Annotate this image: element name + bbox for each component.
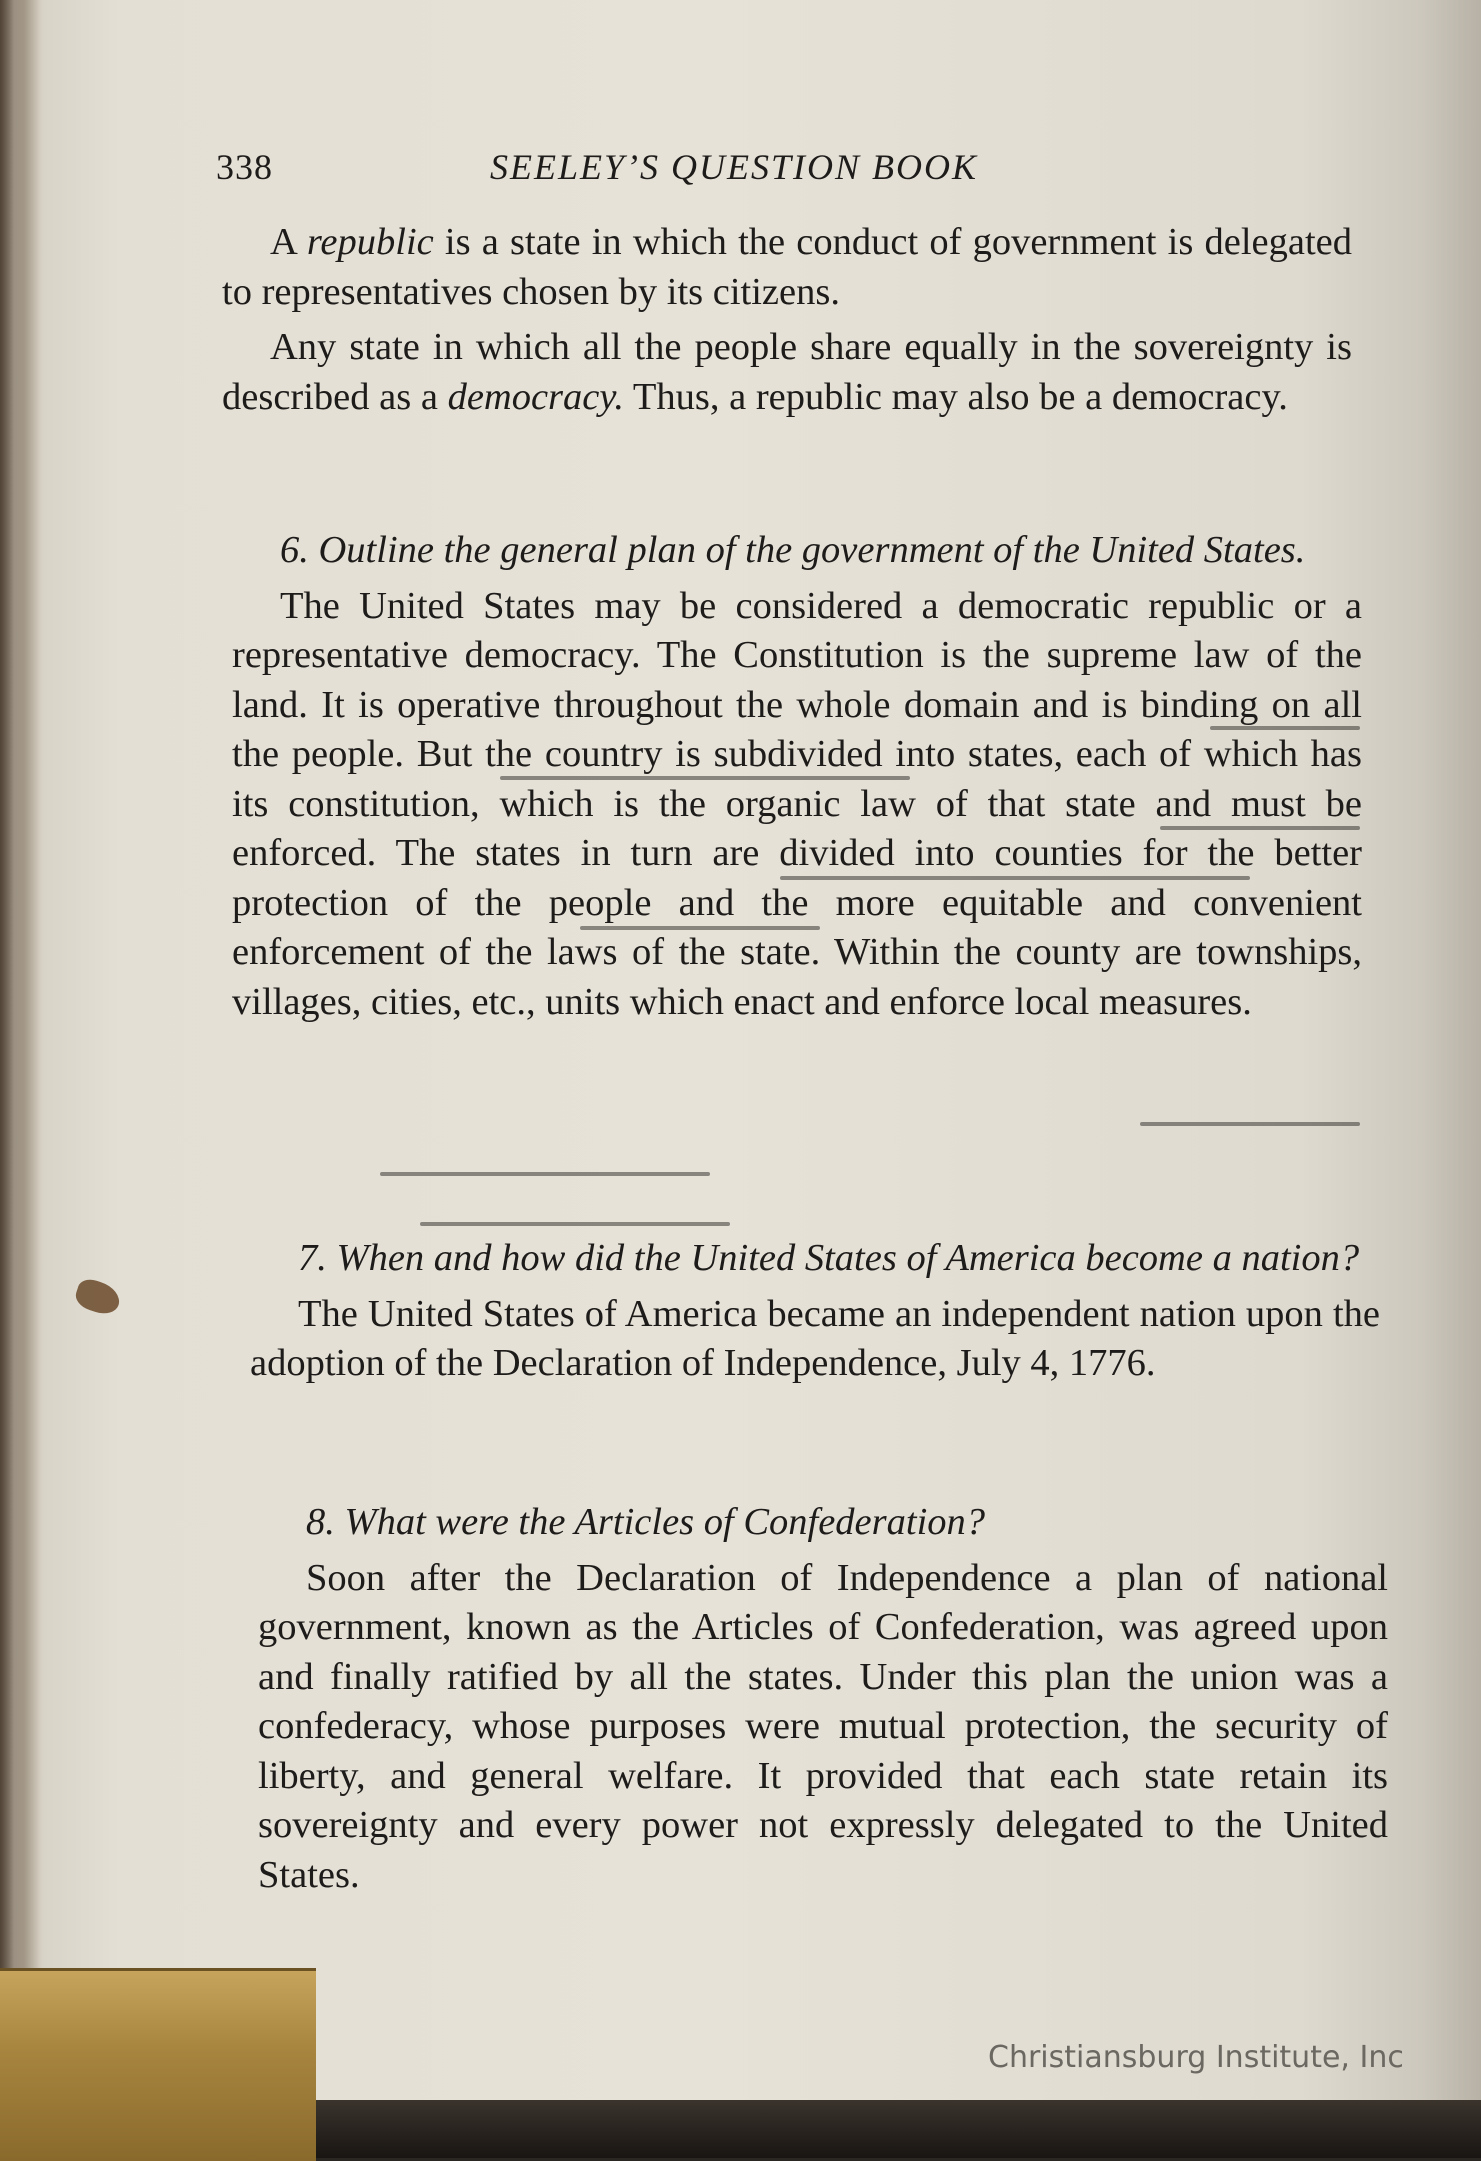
pencil-underline [420,1222,730,1226]
paragraph-democracy [222,323,1352,422]
intro-section [222,218,1352,422]
paragraph-lead: Any state in which all the people share equally in the sovereignty is described as a [222,326,1352,418]
answer-6: The United States may be considered a democratic republic or a representative democracy. The Constitution is the supreme law of the land. It is operative throughout the whole domain and is binding on all the people. But the country is subdivided into states, each of which has its constitution, which is the organic law of that state and must be enforced. The states in turn are divided into counties for the better protection of the people and the more equitable and convenient enforcement of the laws of the state. Within the county are townships, villages, cities, etc., units which enact and enforce local measures. [232,584,1362,1023]
question-7-section [250,1234,1380,1389]
pencil-underline [580,926,820,930]
watermark: Christiansburg Institute, Inc [988,2040,1404,2075]
pencil-underline [1140,1122,1360,1126]
pencil-underline [780,876,1250,880]
question-8: 8. What were the Articles of Confederation? [306,1501,986,1543]
page-number: 338 [216,147,273,187]
question-6: 6. Outline the general plan of the government of the United States. [280,529,1306,571]
pencil-underline [1210,726,1360,730]
term-democracy: democracy. [447,375,624,418]
page-header [216,140,1356,190]
question-7: 7. When and how did the United States of America become a nation? [298,1237,1360,1279]
answer-8: Soon after the Declaration of Independence a plan of national government, known as the Articles of Confederation, was agreed upon and finally ratified by all the states. Under this plan the union was a confederacy, whose purposes were mutual protection, the security of liberty, and general welfare. It provided that each state retain its sovereignty and every power not expressly delegated to the United States. [258,1556,1388,1896]
running-title: SEELEY’S QUESTION BOOK [490,147,979,187]
answer-7: The United States of America became an independent nation upon the adoption of the Declaration of Independence, July 4, 1776. [250,1292,1380,1384]
pencil-underline [500,776,910,780]
pencil-underline [380,1172,710,1176]
term-republic: republic [306,221,434,263]
paragraph-lead: A [270,221,307,263]
pencil-underline [1160,826,1360,830]
paragraph-republic [222,218,1352,317]
paragraph-rest: is a state in which the conduct of government is delegated to representatives chosen by its citizens. [222,221,1352,313]
question-8-section [258,1498,1388,1900]
paragraph-rest: Thus, a republic may also be a democracy. [623,375,1288,418]
